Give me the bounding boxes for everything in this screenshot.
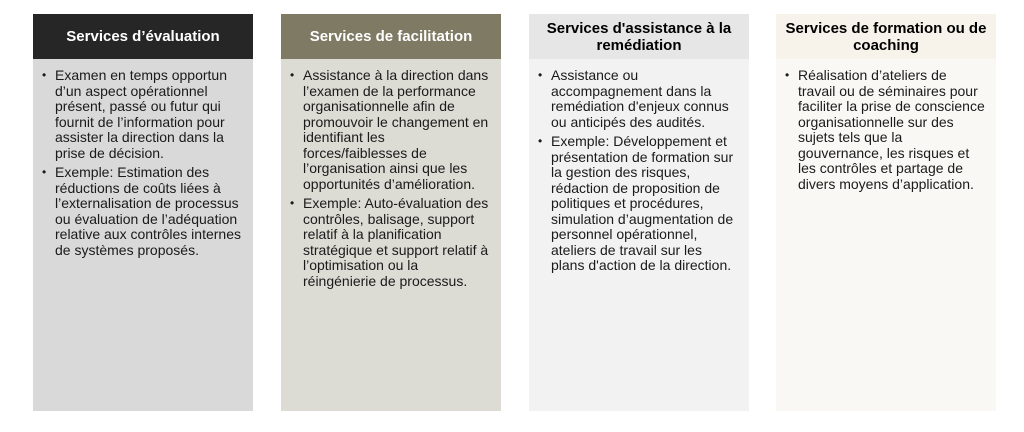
bullet-item: • Réalisation d’ateliers de travail ou de séminaires pour faciliter la prise de conscience organisationnelle sur des sujets tels que la gouvernance, les risques et les contrôles et partage de divers moyens d’application. (784, 68, 986, 192)
bullet-list-facilitation (289, 68, 491, 289)
column-header-facilitation: Services de facilitation (281, 14, 501, 59)
service-column-facilitation (281, 14, 501, 411)
column-body-remediation (529, 59, 749, 411)
bullet-list-remediation (537, 68, 739, 274)
bullet-item: • Assistance ou accompagnement dans la remédiation d'enjeux connus ou anticipés des audités. (537, 68, 739, 130)
bullet-item: • Assistance à la direction dans l’examen de la performance organisationnelle afin de promouvoir le changement en identifiant les forces/faiblesses de l’organisation ainsi que les opportunités d’amélioration. (289, 68, 491, 192)
service-column-remediation (529, 14, 749, 411)
column-header-remediation: Services d'assistance à la remédiation (529, 14, 749, 59)
bullet-item: • Exemple: Auto-évaluation des contrôles, balisage, support relatif à la planification stratégique et support relatif à l’optimisation ou la réingénierie de processus. (289, 196, 491, 289)
bullet-item: • Exemple: Développement et présentation de formation sur la gestion des risques, rédaction de proposition de politiques et procédures, simulation d’augmentation de personnel opérationnel, ateliers de travail sur les plans d'action de la direction. (537, 134, 739, 274)
column-header-formation: Services de formation ou de coaching (776, 14, 996, 59)
column-body-evaluation (33, 59, 253, 411)
bullet-list-evaluation (41, 68, 243, 258)
service-column-evaluation (33, 14, 253, 411)
column-body-facilitation (281, 59, 501, 411)
bullet-item: • Exemple: Estimation des réductions de coûts liées à l’externalisation de processus ou évaluation de l’adéquation relative aux contrôles internes de systèmes proposés. (41, 165, 243, 258)
column-header-evaluation: Services d’évaluation (33, 14, 253, 59)
bullet-item: • Examen en temps opportun d’un aspect opérationnel présent, passé ou futur qui fournit de l’information pour assister la direction dans la prise de décision. (41, 68, 243, 161)
bullet-list-formation (784, 68, 986, 192)
column-body-formation (776, 59, 996, 411)
service-column-formation (776, 14, 996, 411)
